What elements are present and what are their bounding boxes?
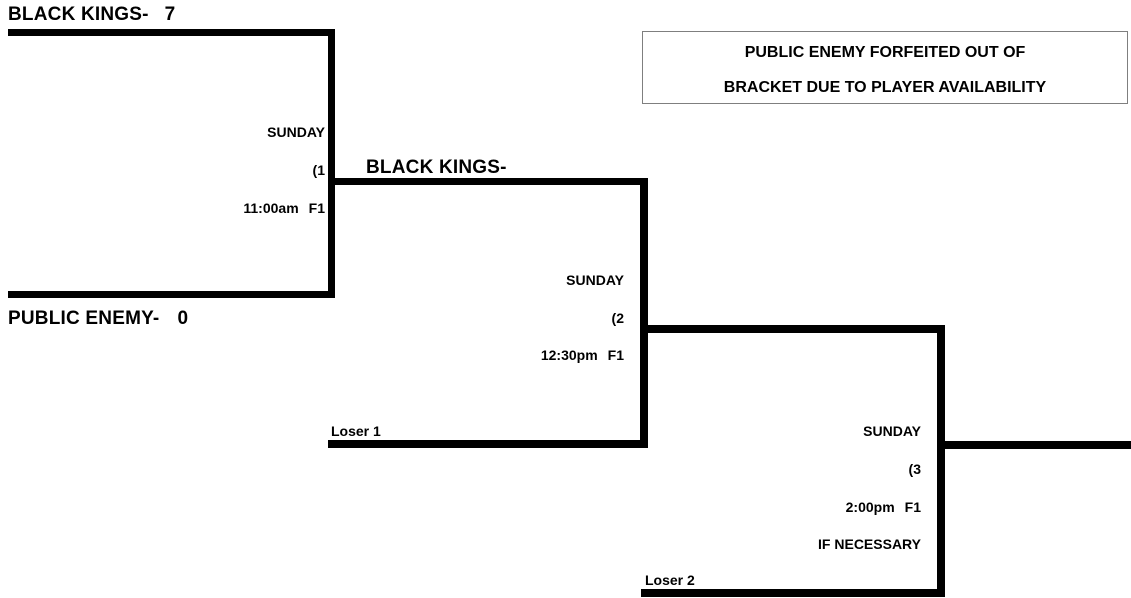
r3-day: SUNDAY: [863, 423, 921, 439]
r3-bottom-team: Loser 2: [645, 572, 695, 588]
r3-time-field: [846, 500, 921, 514]
r2-time-field: [541, 348, 624, 362]
notice-line-1: PUBLIC ENEMY FORFEITED OUT OF: [744, 44, 1026, 61]
r2-bottom-line: [328, 440, 648, 448]
final-line: [937, 441, 1131, 449]
r2-vertical-line: [640, 178, 648, 448]
r2-field: F1: [607, 347, 624, 363]
r1-top-team-name: BLACK KINGS-: [8, 4, 149, 25]
r1-bottom-team: [8, 309, 188, 328]
r1-day: SUNDAY: [267, 124, 325, 140]
r2-top-line: [328, 178, 648, 185]
r3-note: IF NECESSARY: [818, 536, 921, 552]
r1-bottom-team-score: 0: [177, 308, 189, 329]
r2-day: SUNDAY: [566, 272, 624, 288]
r1-bottom-team-name: PUBLIC ENEMY-: [8, 308, 160, 329]
forfeit-notice: [642, 31, 1128, 104]
r2-bottom-team: Loser 1: [331, 423, 381, 439]
r3-bottom-line: [641, 589, 945, 597]
r1-time-field: [243, 201, 325, 215]
r3-top-line: [640, 325, 945, 333]
r1-bottom-line: [8, 291, 335, 298]
notice-line-2: BRACKET DUE TO PLAYER AVAILABILITY: [723, 79, 1047, 96]
r1-game-number: (1: [312, 162, 325, 178]
r2-game-number: (2: [611, 310, 624, 326]
r1-top-team-score: 7: [164, 4, 176, 25]
r1-top-line: [8, 29, 335, 36]
r2-top-team: BLACK KINGS-: [366, 157, 507, 178]
r1-vertical-line: [328, 29, 335, 298]
r2-time: 12:30pm: [540, 347, 598, 363]
r1-top-team: [8, 5, 175, 24]
r1-field: F1: [308, 200, 325, 216]
r1-time: 11:00am: [243, 200, 299, 216]
r3-time: 2:00pm: [845, 499, 895, 515]
r3-field: F1: [904, 499, 921, 515]
r3-game-number: (3: [908, 461, 921, 477]
r3-vertical-line: [937, 325, 945, 597]
